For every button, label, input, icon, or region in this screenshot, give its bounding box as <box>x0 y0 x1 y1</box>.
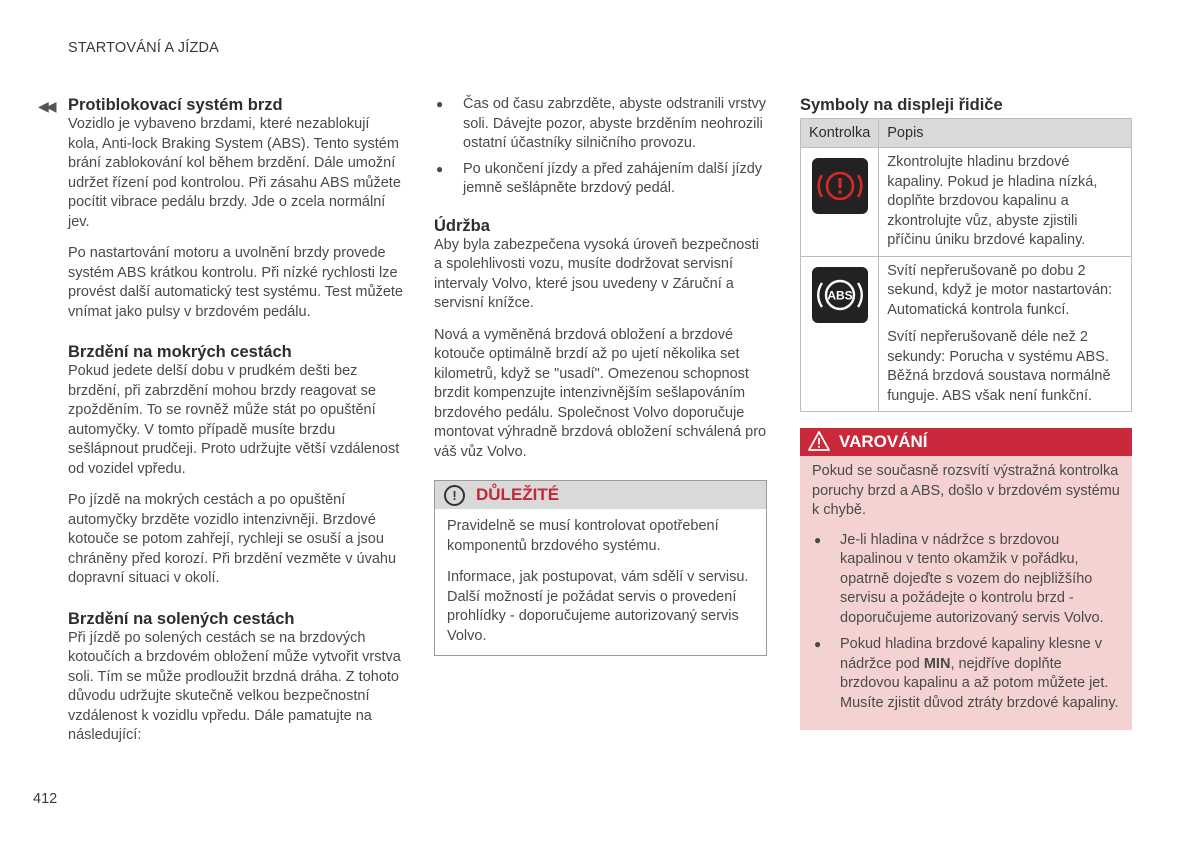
bullet-icon: ● <box>814 637 822 651</box>
table-row <box>801 148 1132 257</box>
bullet-list <box>434 95 767 199</box>
description-cell <box>879 256 1132 412</box>
important-header <box>435 481 766 509</box>
exclamation-circle-icon: ! <box>444 485 465 506</box>
brake-warning-icon <box>812 158 868 214</box>
paragraph: Pokud se současně rozsvítí výstražná kontrolka poruchy brzd a ABS, došlo v brzdovém systému k chybě. <box>812 463 1120 518</box>
column-right <box>800 95 1132 730</box>
bullet-icon: ● <box>814 532 822 547</box>
running-head: STARTOVÁNÍ A JÍZDA <box>68 40 220 56</box>
section-title-abs: Protiblokovací systém brzd <box>68 96 283 114</box>
list-item: ● Čas od času zabrzděte, abyste odstranili vrstvy soli. Dávejte pozor, abyste brzděním neohrozili ostatní účastníky silničního provozu. <box>436 96 767 151</box>
description-cell: Zkontrolujte hladinu brzdové kapaliny. Pokud je hladina nízká, doplňte brzdovou kapalinu a zkontrolujte vůz, abyste zjistili příčinu úniku brzdové kapaliny. <box>879 148 1132 257</box>
paragraph: Aby byla zabezpečena vysoká úroveň bezpečnosti a spolehlivosti vozu, musíte dodržovat servisní intervaly Volvo, které jsou uvedeny v Záruční a servisní knížce. <box>434 236 759 311</box>
paragraph: Informace, jak postupovat, vám sdělí v servisu. Další možností je požádat servis o provedení prohlídky - doporučujeme autorizovaný servis Volvo. <box>447 569 749 644</box>
paragraph: Po nastartování motoru a uvolnění brzdy provede systém ABS krátkou kontrolu. Při nízké rychlosti lze provést další automatický test systému. Test můžete vnímat jako pulsy v brzdovém pedálu. <box>68 245 403 320</box>
bullet-icon: ● <box>436 97 444 111</box>
table-title: Symboly na displeji řidiče <box>800 96 1003 114</box>
page-number: 412 <box>33 791 58 807</box>
table-header-row <box>801 119 1132 148</box>
paragraph: Pravidelně se musí kontrolovat opotřebení komponentů brzdového systému. <box>447 518 719 554</box>
important-box <box>434 480 767 656</box>
symbol-cell <box>801 256 879 412</box>
list-item: ● Pokud hladina brzdové kapaliny klesne v nádržce pod MIN, nejdříve doplňte brzdovou kapalinu a až potom můžete jet. Musíte zjistit důvod ztráty brzdové kapaliny. <box>814 636 1119 711</box>
section-title-wet-roads: Brzdění na mokrých cestách <box>68 343 292 361</box>
paragraph: Při jízdě po solených cestách se na brzdových kotoučích a brzdovém obložení může vytvořit vrstva soli. Tím se může prodloužit brzdná dráha. Z tohoto důvodu udržujte skutečně velkou bezpečnostní vzdálenost k vozidlu vpředu. Dále pamatujte na následující: <box>68 629 401 743</box>
paragraph: Vozidlo je vybaveno brzdami, které nezablokují kola, Anti-lock Braking System (ABS). Tento systém brání zablokování kol během brzdění. Dále umožní udržet řízení pod kontrolou. Při zásahu ABS můžete pocítit vibrace pedálu brzdy. Jde o zcela normální jev. <box>68 116 401 230</box>
warning-title: VAROVÁNÍ <box>839 432 928 451</box>
bullet-icon: ● <box>436 161 444 176</box>
abs-warning-icon <box>812 267 868 323</box>
back-arrows-icon[interactable]: ◀◀ <box>38 98 54 114</box>
warning-bullet-list <box>812 531 1120 714</box>
column-header-symbol: Kontrolka <box>801 119 879 148</box>
section-title-salted-roads: Brzdění na solených cestách <box>68 609 295 628</box>
warning-box <box>800 428 1132 730</box>
paragraph: Svítí nepřerušovaně déle než 2 sekundy: Porucha v systému ABS. Běžná brzdová soustava normálně funguje. ABS však není funkční. <box>887 329 1111 404</box>
column-middle <box>434 95 767 656</box>
section-title-maintenance: Údržba <box>434 216 490 235</box>
symbols-table <box>800 118 1132 412</box>
column-header-description: Popis <box>879 119 1132 148</box>
paragraph: Pokud jedete delší dobu v prudkém dešti bez brzdění, při zabrzdění mohou brzdy reagovat se zpožděním. To se rovněž může stát po opuštění automyčky. V tomto případě musíte brzdu sešlápnout prudčeji. Proto udržujte větší vzdálenost od vozidel vpředu. <box>68 363 400 477</box>
abs-icon-label: ABS <box>826 288 853 302</box>
column-left <box>68 95 403 746</box>
symbol-cell <box>801 148 879 257</box>
list-item: ● Po ukončení jízdy a před zahájením další jízdy jemně sešlápněte brzdový pedál. <box>436 160 763 196</box>
table-row <box>801 256 1132 412</box>
list-item: ● Je-li hladina v nádržce s brzdovou kapalinou v tento okamžik v pořádku, opatrně dojeďte s vozem do nejbližšího servisu a požádejte o kontrolu brzd - doporučujeme autorizovaný servis Volvo. <box>814 531 1104 626</box>
paragraph: Nová a vyměněná brzdová obložení a brzdové kotouče optimálně brzdí až po ujetí několika set kilometrů, když se "usadí". Omezenou schopnost brzdit kompenzujte intenzivnějším sešlapováním brzdového pedálu. Společnost Volvo doporučuje montovat výhradně brzdová obložení schválená pro váš vůz Volvo. <box>434 326 767 460</box>
min-label: MIN <box>923 655 951 672</box>
warning-triangle-icon <box>808 431 830 451</box>
important-title: DŮLEŽITÉ <box>476 485 560 504</box>
warning-header <box>800 428 1132 456</box>
paragraph: Svítí nepřerušovaně po dobu 2 sekund, když je motor nastartován: Automatická kontrola funkcí. <box>887 262 1113 318</box>
paragraph: Po jízdě na mokrých cestách a po opuštění automyčky brzděte vozidlo intenzivněji. Brzdové kotouče se potom zahřejí, rychleji se osuší a jsou chráněny před korozí. Při brzdění vezměte v úvahu dopravní situaci v okolí. <box>68 492 397 586</box>
